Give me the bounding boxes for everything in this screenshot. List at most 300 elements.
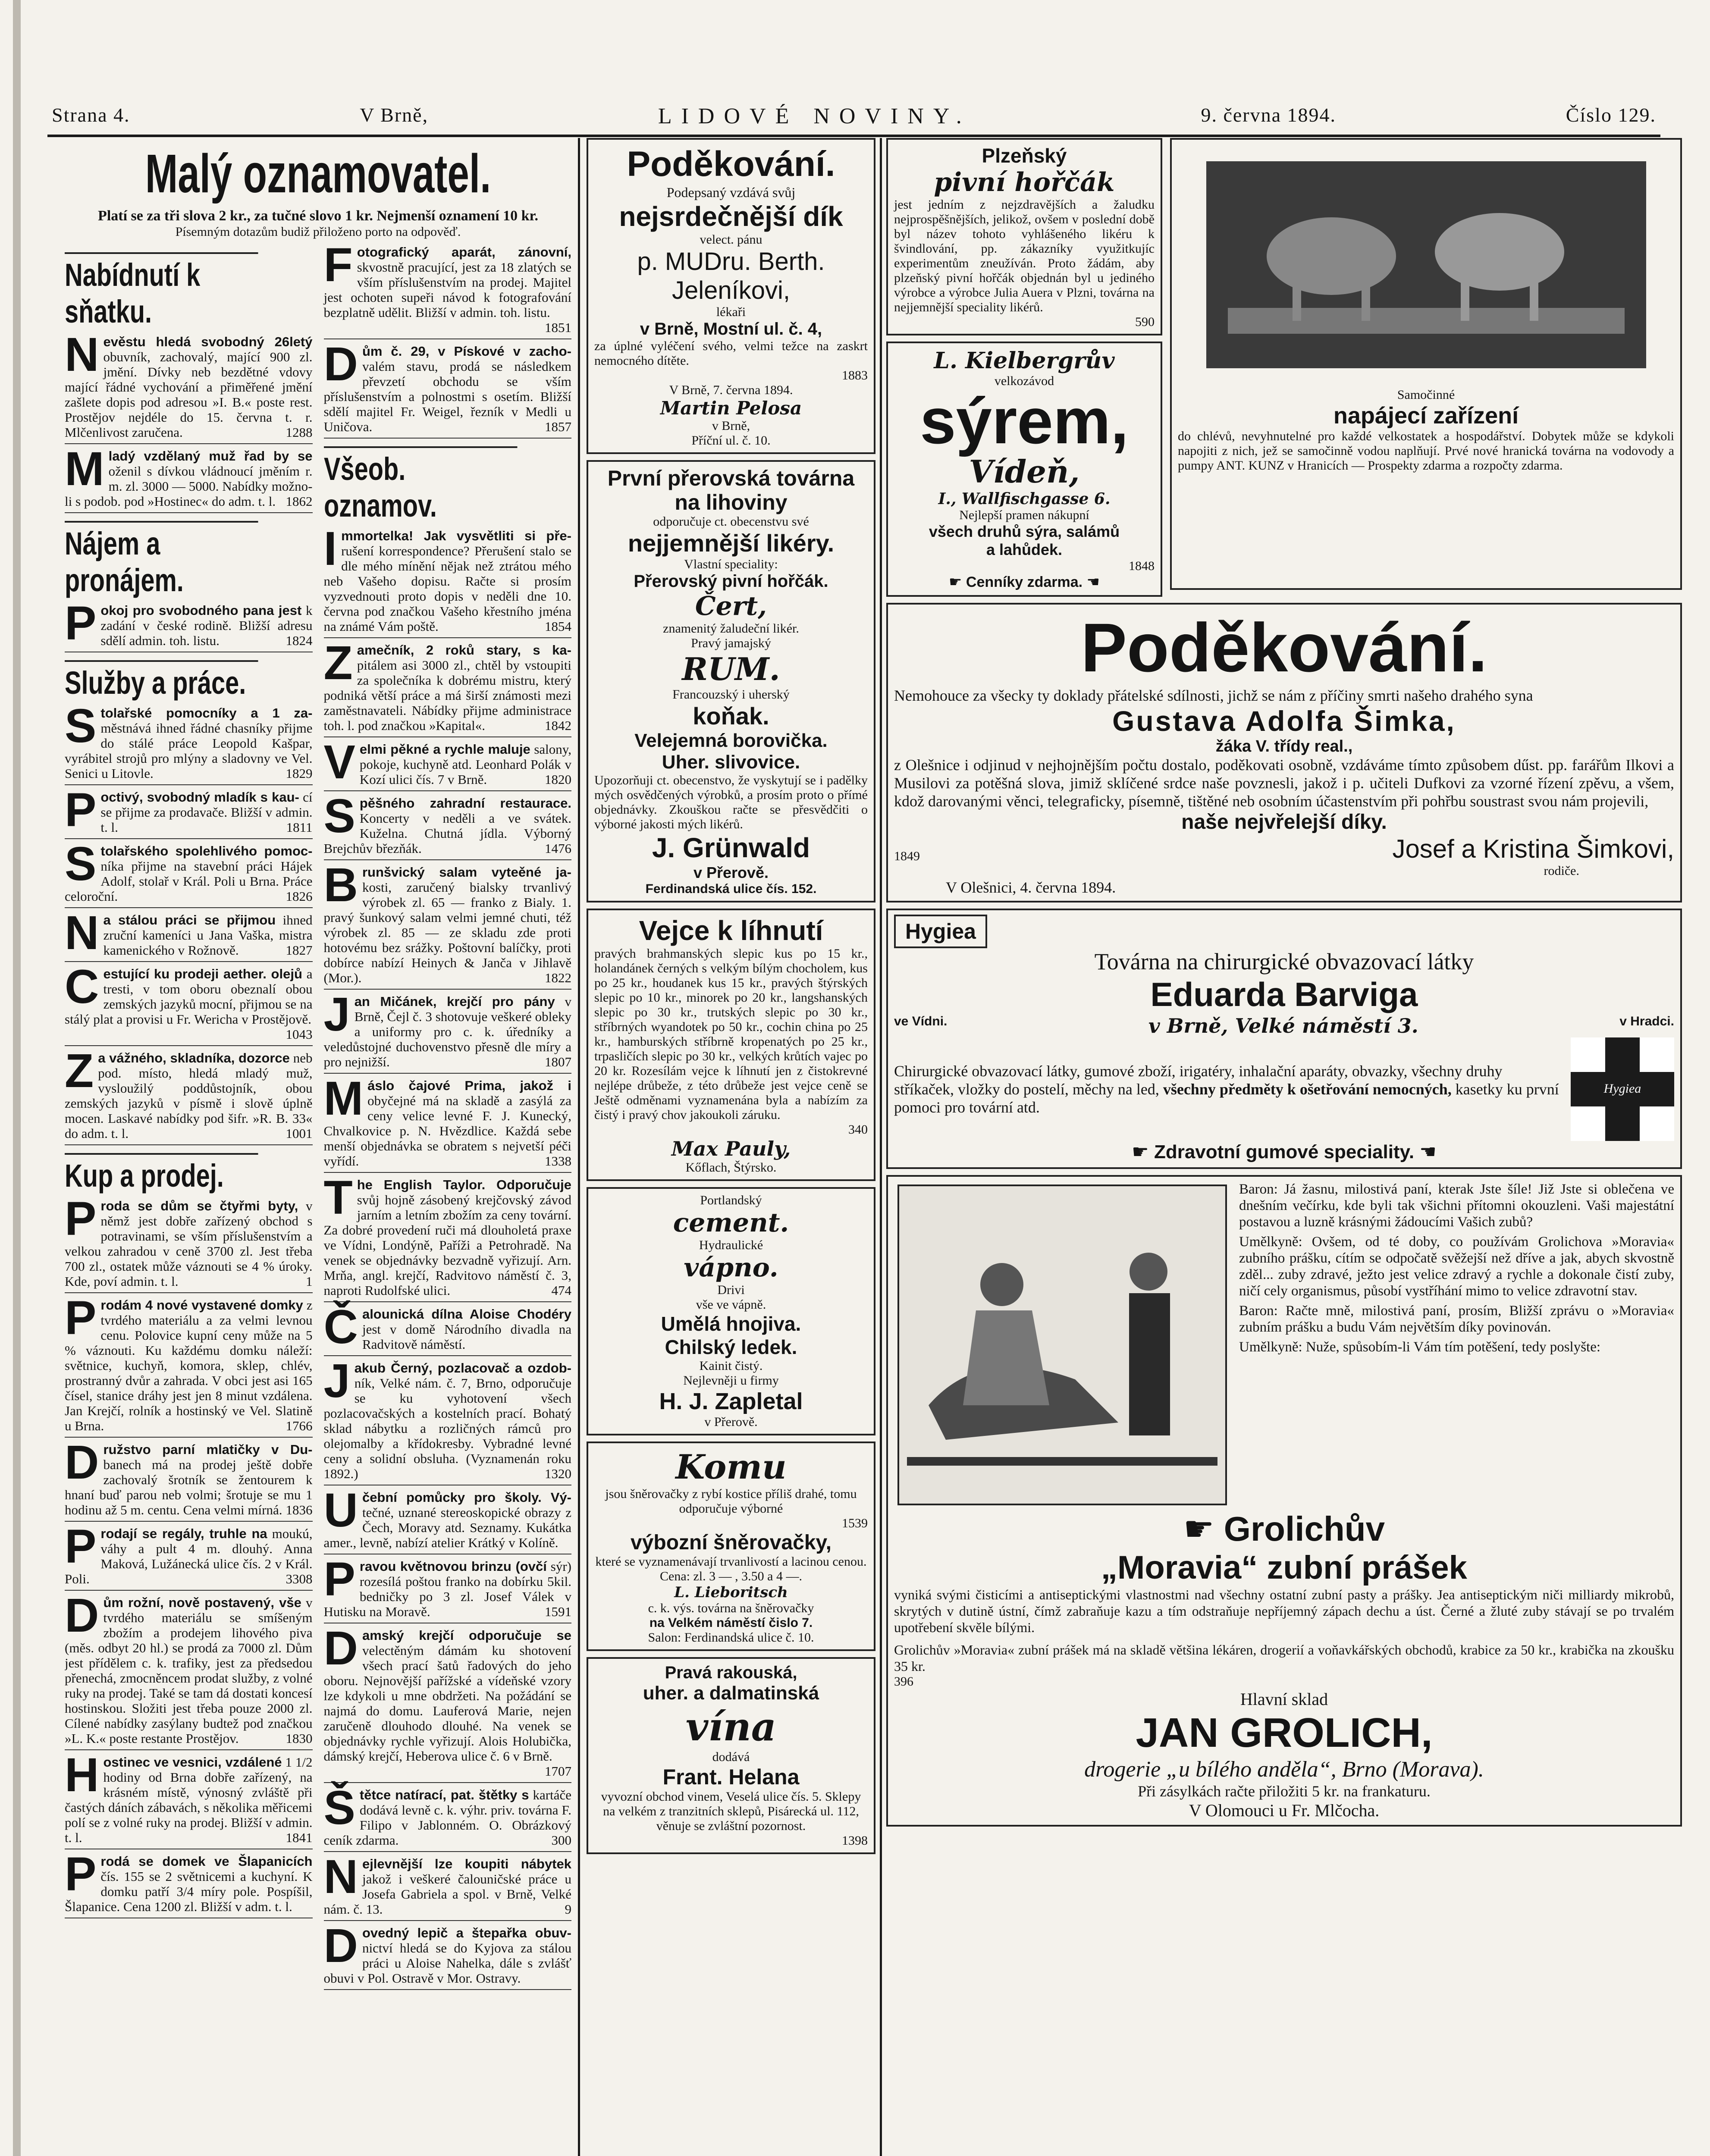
ad-text: Grolichův »Moravia« zubní prášek má na skladě většina lékáren, drogerií a voňavkářských obchodů, krabice za 50 kr., krabička na zkoušku 35 kr. <box>894 1642 1674 1674</box>
ad-lead: akub Černý, pozlacovač a ozdob- <box>354 1360 571 1376</box>
ad-signer: JAN GROLICH, <box>1136 1710 1433 1756</box>
ad-text: jest v domě Národního divadla na Radvitově náměstí. <box>362 1322 571 1352</box>
salon-illustration <box>894 1181 1230 1509</box>
hygiea-text <box>894 1062 1562 1116</box>
ad-line: Salon: Ferdinandská ulice č. 10. <box>648 1630 814 1645</box>
ad-number: 396 <box>894 1674 913 1689</box>
ad-line: Vídeň, <box>969 453 1080 490</box>
thanks-signer: Martin Pelosa <box>660 398 802 419</box>
ad-line: Francouzský i uherský <box>672 687 790 702</box>
classified-ad <box>65 597 313 652</box>
thanks-line: lékaři <box>716 305 746 319</box>
ad-lead: ejlevnější lze koupiti nábytek <box>362 1856 571 1871</box>
ad-line: L. Kielbergrův <box>934 348 1115 374</box>
scan-gutter <box>13 0 21 2156</box>
ad-number: 1829 <box>286 766 313 781</box>
ad-text: valém stavu, prodá se následkem převzetí obchodu se vším příslušenstvím a polnostmi s osetím. Bližší sdělí majitel Fr. Weigel, řezník v Medli u Uničova. <box>323 359 571 434</box>
thanks-text: z Olešnice i odjinud v nejhojnějším počtu dostalo, poděkovati osobně, vzdáváme tímto způsobem dűst. pp. farářům Ilkovi a Musilovi za potěšná slova, jimiž sklíčené srdce naše povznesli, jakož i p. učiteli Dufkovi za vzorné řízení zpěvu, a všem, kdož darovanými věnci, telegraficky, písemně, tištěné neb osobním účastenstvím při pohřbu soustrast svou nám projevili, <box>894 756 1674 810</box>
ad-text: z tvrdého materiálu a za velmi levnou cenu. Polovice kupní ceny může na 5 % váznouti. Ku každému domku náleží: světnice, kuchyň, komora, sklep, chlév, prostranný dvůr a zahrada. V obci jest asi 165 čísel, stanice dráhy jest jen 8 minut vzdálena. Jan Krejčí, rolník a hostinský ve Vel. Slatině u Brna. <box>65 1297 313 1433</box>
ad-line: pivní hořčák <box>934 167 1115 197</box>
ad-number: 474 <box>551 1283 571 1298</box>
drop-initial: J <box>323 988 350 1041</box>
ad-line: Nejlepší pramen nákupní <box>959 508 1089 522</box>
page-number: Strana 4. <box>52 104 130 126</box>
bitter-ad <box>886 138 1162 335</box>
drop-initial: C <box>65 960 99 1013</box>
ad-number: 1766 <box>286 1418 313 1433</box>
thanks-ad-simek <box>886 603 1682 903</box>
ad-line: koňak. <box>693 702 769 730</box>
ad-line: v Přerově. <box>704 1415 758 1429</box>
ad-line: c. k. výs. továrna na šněrovačky <box>648 1601 814 1615</box>
ad-number: 1591 <box>545 1604 571 1619</box>
postage-note: Písemným dotazům budiž přiloženo porto na odpověď. <box>175 225 461 239</box>
ad-number: 1811 <box>286 820 313 835</box>
thanks-line: žáka V. třídy real., <box>1215 737 1353 755</box>
ad-lead: otografický aparát, zánovní, <box>357 244 571 260</box>
classified-ad <box>323 1553 572 1623</box>
drop-initial: P <box>65 1520 97 1573</box>
classified-ad <box>65 1848 313 1918</box>
ad-line: Plzeňský <box>982 144 1067 167</box>
ad-text: 1 1/2 hodiny od Brna dobře zařízený, na krásném místě, výnosný zvláště při častých dáních zábavách, s několika měřicemi polí se z volné ruky na prodej. Bližší v admin. t. l. <box>65 1755 313 1845</box>
ad-lead: ladý vzdělaný muž řad by se <box>108 448 313 464</box>
ad-signer: H. J. Zapletal <box>659 1388 803 1414</box>
ad-line: Při zásylkách račte přiložiti 5 kr. na frankaturu. <box>1138 1783 1431 1800</box>
drop-initial: N <box>323 1850 358 1903</box>
ad-text: Upozorňuji ct. obecenstvo, že vyskytují se i padělky mých osvědčených výrobků, a prosím proto o přímé objednávky. Zkouškou račte se přesvědčiti o výborné jakosti mých likérů. <box>594 773 868 831</box>
ad-text: velectěným dámám ku shotovení všech prací šatů řadových do jeho oboru. Nejnovější pařížské a vídeňské vzory lze kdykoli u mne obdržeti. Na požádání se najmá do domu. Lauferová Marie, nejen zaručeně dlouhodo dlouhé. Na venek se objednávky rychle vyřizují. Alois Holubička, dámský krejčí, Heberova ulice č. 6 v Brně. <box>323 1643 571 1764</box>
ad-line: Ferdinandská ulice čís. 152. <box>645 882 817 896</box>
classified-ad <box>323 1919 572 1990</box>
ad-lead: rodám 4 nové vystavené domky <box>100 1297 303 1313</box>
ad-text: jsou šněrovačky z rybí kostice příliš drahé, tomu odporučuje výborné <box>605 1487 857 1516</box>
thanks-line: nejsrdečnější dík <box>619 201 843 232</box>
ad-lead: ravou květnovou brinzu (ovčí <box>359 1559 547 1574</box>
ad-number: 1822 <box>545 970 571 985</box>
ad-text: obyčejné má na skladě a zasýlá za ceny velice levné F. J. Kunecký, Chvalkovice p. N. Hvězdlice. Každá sebe menší objednávka se obratem s nejvetší péči vyřídí. <box>323 1093 571 1169</box>
location-vienna: ve Vídni. <box>894 1014 948 1028</box>
thanks-title: Poděkování. <box>627 144 835 184</box>
ad-lead: okoj pro svobodného pana jest <box>100 603 302 618</box>
ad-text: neb pod. místo, hledá mladý muž, vysloužilý poddůstojník, obou zemských jazyků v písmě i slově úplně mocen. Laskavé nabídky pod šifr. »R. B. 33« do adm. t. l. <box>65 1050 313 1141</box>
ad-number: 1849 <box>894 849 920 863</box>
ad-line: velkozávod <box>994 374 1054 388</box>
rates-note: Platí se za tři slova 2 kr., za tučné slovo 1 kr. Nejmenší oznamení 10 kr. <box>98 208 538 224</box>
classified-ad <box>323 859 572 990</box>
ad-line: Kainit čistý. <box>699 1359 763 1373</box>
thanks-title: Poděkování. <box>1081 609 1487 686</box>
ad-line: Hlavní sklad <box>1240 1689 1328 1709</box>
drop-initial: P <box>65 1848 97 1901</box>
drop-initial: U <box>323 1484 358 1537</box>
classified-ad <box>323 1781 572 1852</box>
ad-line: Cenníky zdarma. <box>966 574 1083 590</box>
classified-ad <box>323 790 572 860</box>
classified-ad <box>323 338 572 439</box>
ad-text: Koncerty v neděli a ve svátek. Kuželna. Chutná jídla. Výborný Brejchův březňák. <box>323 811 571 856</box>
city: V Brně, <box>360 104 429 126</box>
ad-number: 1824 <box>286 633 313 648</box>
ad-number: 1827 <box>286 943 313 958</box>
drop-initial: D <box>323 1622 358 1675</box>
ad-text: kosti, zaručený bialsky trvanlivý výrobek zl. 65 — franko z Bialy. 1. pravý šunkový salam velmi jemné chuti, též výrobek zl. 85 — ze skladu zde proti hotovému bez srážky. Poštovní balíčky, proti dobírce nabízí Heinych & Janča v Jihlavě (Mor.). <box>323 880 571 985</box>
ad-line: sýrem, <box>920 385 1129 457</box>
classified-ad <box>65 699 313 785</box>
ad-line: Pravý jamajský <box>691 636 771 650</box>
ad-lead: alounická dílna Aloise Chodéry <box>362 1307 571 1322</box>
classified-ad <box>65 960 313 1046</box>
ad-lead: ovedný lepič a štepařka obuv- <box>362 1925 571 1940</box>
ad-lead: octivý, svobodný mladík s kau- <box>100 790 299 805</box>
drop-initial: M <box>65 442 104 495</box>
drop-initial: P <box>65 783 97 837</box>
ad-text: v Brně, Čejl č. 3 shotovuje veškeré obleky a uniformy pro c. k. úředníky a veledůstojné duchovenstvo přesně dle míry a pro nejnižší. <box>323 994 571 1069</box>
ad-line: I., Wallfischgasse 6. <box>938 490 1111 508</box>
product-name: „Moravia“ zubní prášek <box>1101 1549 1467 1586</box>
doctor-address: v Brně, Mostní ul. č. 4, <box>640 320 822 338</box>
ad-text: tečné, uznané stereoskopické obrazy z Čech, Moravy atd. Seznamy. Kukátka amer., levně, nabízí atelier Krátký v Kolíně. <box>323 1505 571 1550</box>
ad-lead: ům rožní, nově postavený, vše <box>103 1595 301 1610</box>
drop-initial: N <box>65 328 99 381</box>
ad-text: cí se přijme za prodavače. Bližší v admin. t. l. <box>100 790 313 835</box>
middle-column <box>587 138 875 2156</box>
drop-initial: I <box>323 522 337 575</box>
classifieds-column <box>65 138 571 2156</box>
ad-lead: tětce natírací, pat. štětky s <box>359 1787 529 1802</box>
classified-ad <box>323 1484 572 1554</box>
ad-number: 1883 <box>842 368 868 382</box>
ad-line: Přerovský pivní hořčák. <box>634 572 828 591</box>
ad-lead: a stálou práci se přijmou <box>103 912 276 928</box>
ad-text: vyvozní obchod vinem, Veselá ulice čís. 5. Sklepy na velkém z tranzitních sklepů, Pisárecká ul. 112, věnuje se zvláštní pozornost. <box>601 1789 861 1833</box>
classified-ad <box>65 1520 313 1591</box>
drop-initial: P <box>323 1553 355 1606</box>
ad-line: Drivi <box>717 1283 745 1297</box>
ad-lead: a vážného, skladníka, dozorce <box>98 1050 290 1065</box>
ad-line: v Přerově. <box>693 864 769 881</box>
ad-number: 1807 <box>545 1054 571 1069</box>
ad-number: 1830 <box>286 1731 313 1746</box>
location-brno: v Brně, Velké náměstí 3. <box>1148 1014 1418 1037</box>
ad-text: pitálem asi 3000 zl., chtěl by vstoupiti za společníka k dobrému mistru, který podniká větší práce a má širší známosti mezi zaměstnavateli. Nábídky přijme administrace toh. l. pod značkou »Kapital«. <box>323 658 571 733</box>
drop-initial: P <box>65 597 97 650</box>
ad-lead: ružstvo parní mlatičky v Du- <box>103 1442 313 1457</box>
drop-initial: D <box>65 1436 99 1489</box>
ad-text: níka přijme na stavební práci Hájek Adolf, stolař v Král. Poli u Brna. Práce celoroční. <box>65 859 313 904</box>
masthead-title: LIDOVÉ NOVINY. <box>658 104 971 128</box>
thanks-place: V Olešnici, 4. června 1894. <box>946 879 1116 896</box>
trough-ad <box>1170 138 1682 590</box>
eggs-ad <box>587 909 875 1181</box>
drop-initial: J <box>323 1354 350 1407</box>
ad-lead: elmi pěkné a rychle maluje <box>359 742 530 757</box>
drop-initial: S <box>323 790 355 843</box>
top-ads-row <box>886 138 1682 603</box>
ad-line: Kőflach, Štýrsko. <box>685 1160 777 1175</box>
classified-ad <box>323 1072 572 1173</box>
dialogue-line: Umělkyně: Ovšem, od té doby, co používám Grolichova »Moravia« zubního prášku, cítím se odpočatě svěžejší než dříve a jak, abych skvostně zděl... zuby zdravé, ježto jest velice zdravý a rychle a dokonale čistí zuby, ničí cely organismus, působí vystříhání mimo to velice zdravotní stav. <box>1239 1234 1674 1299</box>
drop-initial: D <box>65 1589 99 1642</box>
ad-lead: runšvický salam vyteěné ja- <box>362 865 571 880</box>
ad-lead: tolařského spolehlivého pomoc- <box>100 843 313 859</box>
ad-text: k zadání v české rodině. Bližší adresu sdělí admin. toh. listu. <box>100 603 313 648</box>
section-title: Všeob. oznamov. <box>324 446 517 524</box>
ad-title: Komu <box>675 1448 787 1487</box>
ad-line: Uher. slivovice. <box>662 752 800 773</box>
ad-lead: an Mičánek, krejčí pro pány <box>354 994 555 1009</box>
ad-number: 1857 <box>545 419 571 434</box>
distillery-title: První přerovská továrna na lihoviny <box>607 466 855 514</box>
ad-text: skvostně pracující, jest za 18 zlatých se vším příslušenstvím na prodej. Majitel jest ochoten supeři návod k fotografování bezplatně udělit. Bližší v admin. toh. listu. <box>323 260 571 320</box>
hygiea-ad <box>886 909 1682 1169</box>
ad-lead: pěšného zahradní restaurace. <box>359 796 571 811</box>
grolich-line: ☛ Grolichův <box>1183 1510 1385 1548</box>
ad-line: cement. <box>673 1208 789 1238</box>
ad-text: čís. 155 se 2 světnicemi a kuchyní. K domku patří 3/4 míry pole. Pospíšil, Šlapanice. Cena 1200 zl. Bližší v adm. t. l. <box>65 1869 313 1914</box>
ad-text: ihned zruční kameníci u Jana Vaška, mistra kamenického v Rožnově. <box>103 912 313 958</box>
drop-initial: D <box>323 1919 358 1972</box>
right-column <box>886 138 1682 2156</box>
ad-number: 1398 <box>842 1833 868 1848</box>
drop-initial: V <box>323 736 355 789</box>
classified-ad <box>323 1354 572 1485</box>
ad-line: Portlandský <box>700 1193 762 1207</box>
ad-line: Zdravotní gumové speciality. <box>1154 1141 1415 1163</box>
thanks-line: Podepsaný vzdává svůj <box>666 185 796 200</box>
drop-initial: P <box>65 1192 97 1245</box>
ad-lead: rodá se domek ve Šlapanicích <box>100 1854 313 1869</box>
ad-line: Samočinné <box>1397 388 1455 402</box>
ad-number: 1848 <box>1129 559 1155 573</box>
eggs-title: Vejce k líhnutí <box>639 915 823 946</box>
section-title: Nabídnutí k sňatku. <box>65 252 258 330</box>
drop-initial: D <box>323 338 358 391</box>
drop-initial: S <box>65 837 97 890</box>
classified-ad <box>323 636 572 737</box>
classified-ad <box>65 1589 313 1750</box>
red-cross-logo <box>1571 1037 1674 1141</box>
ad-number: 1320 <box>545 1466 571 1481</box>
ad-line: drogerie „u bílého anděla“, Brno (Morava). <box>1084 1757 1484 1782</box>
gum-specialities-line: ☛ Zdravotní gumové speciality. ☚ <box>1132 1141 1437 1163</box>
corset-ad <box>587 1442 875 1651</box>
ad-text: oženil s dívkou vládnoucí jměním r. m. zl. 3000 — 5000. Nabídky možno-li s podob. pod »Hostinec« do adm. t. l. <box>65 464 313 509</box>
ad-number: 1288 <box>286 425 313 440</box>
ad-number: 1707 <box>545 1764 571 1779</box>
ad-text: obuvník, zachovalý, mající 900 zl. jmění. Dívky neb bezdětné vdovy mající řádné vychování a přiměřené jmění zašlete dopis pod adresou »I. B.« poste rest. Prostějov nejdéle do 15. června t. r. Mlčenlivost zaručena. <box>65 349 313 440</box>
ad-line: Hydraulické <box>699 1238 763 1252</box>
classifieds-subcolumns <box>65 238 571 1994</box>
classified-ad <box>323 988 572 1074</box>
classified-ad <box>65 442 313 513</box>
dialogue-line: Umělkyně: Nuže, spůsobím-li Vám tím potěšení, tedy poslyšte: <box>1239 1339 1601 1355</box>
ad-text: rušení korrespondence? Přerušení stalo se dle mého mínění nějak než ztrátou mého neb Vašeho dopisu. Račte si prosím vyzvednouti proto dopis v neděli dne 10. června pod značkou Vašeho křestního jména na známé Vám poště. <box>323 543 571 634</box>
ad-text: vyniká svými čisticími a antiseptickými vlastnostmi nad všechny ostatní zubní pasty a prášky. Jea antiseptickým niči milliardy mikrobů, skrytých v dutině ústní, čímž zabraňuje kazu a tím odstraňuje nepříjemný zápach dechu a úst. Černé a žluté zuby stávají se po trvalém upotřebení skvěle bílými. <box>894 1587 1674 1635</box>
ad-line: výbozní šněrovačky, <box>631 1531 831 1554</box>
ad-line: všech druhů sýra, salámů <box>929 523 1120 540</box>
ad-number: 1841 <box>286 1830 313 1845</box>
ad-lead: ostinec ve vesnici, vzdálené <box>103 1755 282 1770</box>
drop-initial: H <box>65 1749 99 1802</box>
page-header <box>52 103 1656 134</box>
classifieds-right <box>323 238 572 1994</box>
column-rule <box>880 138 882 2156</box>
ad-line: V Olomouci u Fr. Mlčocha. <box>1189 1801 1380 1820</box>
column-rule <box>578 138 580 2156</box>
classified-ad <box>323 1850 572 1921</box>
drop-initial: Z <box>323 636 353 689</box>
ad-line: Továrna na chirurgické obvazovací látky <box>1094 949 1474 975</box>
ad-line: vše ve vápně. <box>696 1297 766 1312</box>
ad-line: L. Lieboritsch <box>674 1584 788 1601</box>
ad-lead: tolařské pomocníky a 1 za- <box>100 705 313 721</box>
ad-line: uher. a dalmatinská <box>643 1683 819 1704</box>
ad-number: 1476 <box>545 841 571 856</box>
ad-lead: estující ku prodeji aether. olejů <box>103 966 302 981</box>
doctor-name: p. MUDru. Berth. Jeleníkovi, <box>637 248 825 304</box>
drop-initial: T <box>323 1171 353 1224</box>
classified-ad <box>65 783 313 839</box>
drop-initial: M <box>323 1072 364 1125</box>
drop-initial: B <box>323 859 358 912</box>
ad-text: salony, pokoje, kuchyně atd. Leonhard Polák v Kozí ulici čís. 7 v Brně. <box>359 742 571 787</box>
ad-text: do chlévů, nevyhnutelné pro každé velkostatek a hospodářství. Dobytek může se kdykoli napojiti z nich, jež se samočinně vodou naplňují. Prvé nové hranická továrna na vodovody a pumpy ANT. KUNZ v Hranicích — Prospekty zdarma a rozpočty zdarma. <box>1178 429 1674 473</box>
ad-number: 1 <box>306 1274 313 1289</box>
ad-number: 300 <box>551 1833 571 1848</box>
ad-lead: evěstu hledá svobodný 26letý <box>103 334 313 349</box>
ad-number: 9 <box>565 1902 571 1917</box>
wine-ad <box>587 1657 875 1854</box>
classified-ad <box>65 837 313 908</box>
ad-number: 1338 <box>545 1153 571 1169</box>
drop-initial: Š <box>323 1781 355 1834</box>
drop-initial: P <box>65 1291 97 1344</box>
ad-text: Chirurgické obvazovací látky, gumové zboží, irigatéry, inhalační aparáty, obvazky, všechny druhy stříkaček, vložky do postelí, měchy na led, <box>894 1062 1503 1098</box>
thanks-place: V Brně, 7. června 1894. <box>669 383 793 397</box>
section-title: Nájem a pronájem. <box>65 521 258 599</box>
ad-line: Velejemná borovička. <box>634 730 828 751</box>
ad-number: 1001 <box>286 1126 313 1141</box>
thanks-line: rodiče. <box>1544 864 1579 878</box>
ad-line: Umělá hnojiva. <box>661 1313 801 1335</box>
ad-lead: ům č. 29, v Pískové v zacho- <box>362 344 571 359</box>
classified-ad <box>65 1192 313 1293</box>
ad-line: Pravá rakouská, <box>665 1663 797 1682</box>
ad-signer: J. Grünwald <box>652 832 810 863</box>
classified-ad <box>323 736 572 791</box>
deceased-name: Gustava Adolfa Šimka, <box>1112 705 1456 737</box>
issue-number: Číslo 129. <box>1566 104 1656 126</box>
section-title: Kup a prodej. <box>65 1153 258 1194</box>
top-ads-right <box>1170 138 1682 603</box>
ad-number: 1836 <box>286 1502 313 1517</box>
thanks-signature-row <box>894 834 1674 864</box>
top-ads-left <box>886 138 1162 603</box>
drop-initial: S <box>65 699 97 752</box>
thanks-ad-pelosa <box>587 138 875 454</box>
thanks-line: Příční ul. č. 10. <box>691 433 771 448</box>
ad-signer: Frant. Helana <box>662 1765 800 1789</box>
ad-lead: áslo čajové Prima, jakož i <box>367 1078 571 1093</box>
cheese-ad <box>886 342 1162 597</box>
cross-label: Hygiea <box>1603 1081 1641 1096</box>
ad-text: které se vyznamenávají trvanlivostí a lacinou cenou. Cena: zl. 3 — , 3.50 a 4 —. <box>595 1554 867 1583</box>
ad-text: pravých brahmanských slepic kus po 15 kr., holandánek černých s velkým bílým chocholem, kus po 25 kr., houdanek kus 15 kr., pravých štýrských slepic po 10 kr., minorek po 20 kr., langshanských slepic po 30 kr., trutských slepic po 30 kr., stříbrných wyandotek po 50 kr., cochin china po 25 kr., hamburských stříbrně kropenatých po 25 kr., trpasličích slepic po 30 kr., velkých krůtích vajec po 20 kr. Rozesílám vejce k líhnutí jen z čistokrevné nejlépe drůbeže, z této drůbeže jest vejce ceně se Ještě odměnami vyznamenána byla a nabízím za čistý i pravý chov jakoukoli záruku. <box>594 946 868 1122</box>
ad-text: jakož i veškeré čalouničské práce u Josefa Gabriela a spol. v Brně, Velké nám. č. 13. <box>323 1871 571 1917</box>
thanks-line: v Brně, <box>712 419 750 433</box>
ad-line: znamenitý žaludeční likér. <box>663 621 799 636</box>
thanks-text: Nemohouce za všecky ty doklady přátelské sdílnosti, jichž se nám z příčiny smrti našeho drahého syna <box>894 687 1533 704</box>
ad-text: kartáče dodává levně c. k. výhr. priv. továrna F. Filipo v Jablonném. O. Obrázkový ceník zdarma. <box>323 1787 571 1848</box>
classified-ad <box>323 238 572 339</box>
ad-text: jest jedním z nejzdravějších a žaludku nejprospěšnějších, jelikož, ovšem v poslední době byl název tohoto vyhlášeného likéru k švindlování, pp. zákazníky využitkujíc experimentům zneužíván. Proto žádám, aby plzeňský pivní hořčák objednán byl u jediného výrobce a výrobce Julia Auera v Plzni, továrna na nejjemnější speciality likérů. <box>894 197 1155 314</box>
ad-lead: čební pomůcky pro školy. Vý- <box>362 1490 571 1505</box>
dialogue-line: Baron: Já žasnu, milostivá paní, kterak Jste šíle! Již Jste si oblečena ve dnešním večírku, kde byli tak všichni přítomni okouzleni. Vaši majestátní postavou a luzně krásnými žádoucími Vašich zubů? <box>1239 1181 1674 1230</box>
ad-number: 590 <box>1135 315 1155 329</box>
classified-ad <box>65 1291 313 1438</box>
ad-number: 1043 <box>286 1027 313 1042</box>
ad-line: na Velkém náměstí čislo 7. <box>649 1616 813 1630</box>
header-rule <box>47 135 1660 137</box>
ad-text: moukú, váhy a pult 4 m. dlouhý. Anna Maková, Lužánecká ulice čís. 2 v Král. Poli. <box>65 1526 313 1586</box>
ad-line: napájecí zařízení <box>1333 403 1519 429</box>
ad-line: Grolichův <box>1224 1510 1385 1548</box>
classified-ad <box>65 1749 313 1849</box>
classified-ad <box>65 906 313 962</box>
ad-line: odporučuje ct. obecenstvu své <box>653 514 809 529</box>
price-list-line: ☛ Cenníky zdarma. ☚ <box>948 574 1100 590</box>
ad-lead: mmortelka! Jak vysvětliti si pře- <box>341 528 571 543</box>
thanks-line: velect. pánu <box>700 232 762 247</box>
ad-signer: Max Pauly, <box>671 1137 791 1160</box>
ad-lead: roda se dům se čtyřmi byty, <box>100 1198 298 1213</box>
ad-signer: Eduarda Barviga <box>1150 975 1418 1013</box>
hygiea-locations <box>894 1014 1674 1037</box>
classified-ad <box>65 1436 313 1522</box>
ad-lead: amečník, 2 roků stary, s ka- <box>357 642 571 658</box>
ad-line: a lahůdek. <box>986 541 1063 558</box>
ad-number: 1854 <box>545 619 571 634</box>
thanks-text: za úplné vyléčení svého, velmi težce na zaskrt nemocného dítěte. <box>594 339 868 368</box>
classified-ad <box>323 1622 572 1783</box>
ad-lead: he English Taylor. Odporučuje <box>357 1177 571 1192</box>
location-hradec: v Hradci. <box>1619 1014 1674 1028</box>
ad-lead: amský krejčí odporučuje se <box>362 1628 571 1643</box>
moravia-ad <box>886 1175 1682 1827</box>
ad-line: nejjemnější likéry. <box>628 530 835 557</box>
dialogue <box>1239 1181 1674 1509</box>
ad-lead: rodají se regály, truhle na <box>100 1526 267 1541</box>
classifieds-left <box>65 244 313 1994</box>
ad-text: nictví hledá se do Kyjova za stálou práci u Aloise Nahelka, dále s zvlášť obuvi v Pol. Ostravě v Mor. Ostravy. <box>323 1940 571 1986</box>
ad-line: RUM. <box>682 651 780 687</box>
cement-ad <box>587 1187 875 1435</box>
classifieds-title: Malý oznamovatel. <box>145 143 491 204</box>
ad-text: městnává ihned řádné chasníky přijme do stálé práce Leopold Kašpar, vyrábitel strojů pro mlýny a sladovny ve Vel. Senici u Litovle. <box>65 721 313 781</box>
ad-number: 1826 <box>286 889 313 904</box>
ad-number: 1539 <box>842 1516 868 1530</box>
classified-ad <box>323 1171 572 1302</box>
stable-illustration <box>1189 144 1663 385</box>
drop-initial: N <box>65 906 99 959</box>
date: 9. června 1894. <box>1201 104 1337 126</box>
dialogue-line: Baron: Račte mně, milostivá paní, prosím, Bližší zprávu o »Moravia« zubním prášku a budu Vám největším díky povinován. <box>1239 1303 1674 1335</box>
drop-initial: Z <box>65 1044 94 1097</box>
ad-number: 1851 <box>545 320 571 335</box>
ad-number: 3308 <box>286 1571 313 1586</box>
ad-number: 1820 <box>545 772 571 787</box>
